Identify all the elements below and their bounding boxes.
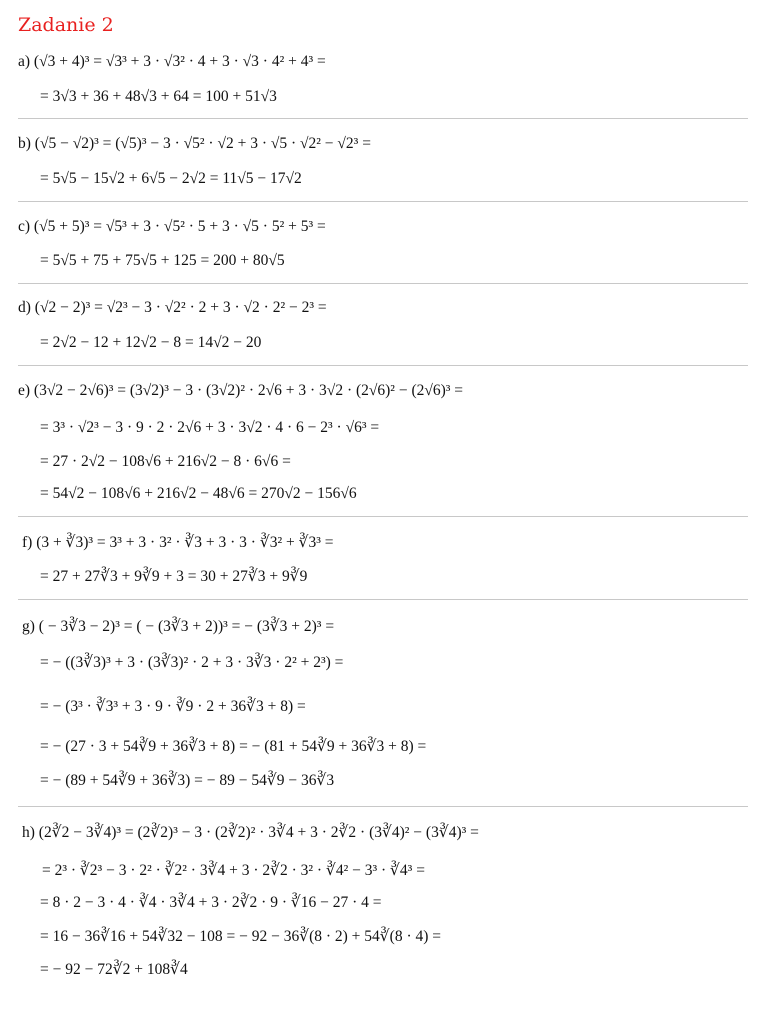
equation-d-line-2: = 2√2 − 12 + 12√2 − 8 = 14√2 − 20: [40, 334, 262, 351]
equation-g-line-1: g) ( − 3∛3 − 2)³ = ( − (3∛3 + 2))³ = − (3∛3 + 2)³ =: [22, 618, 335, 635]
equation-e-line-1: e) (3√2 − 2√6)³ = (3√2)³ − 3 · (3√2)² · 2√6 + 3 · 3√2 · (2√6)² − (2√6)³ =: [18, 382, 464, 399]
equation-h-line-4: = 16 − 36∛16 + 54∛32 − 108 = − 92 − 36∛(8 · 2) + 54∛(8 · 4) =: [40, 928, 442, 945]
separator: [18, 806, 748, 807]
equation-b-line-2: = 5√5 − 15√2 + 6√5 − 2√2 = 11√5 − 17√2: [40, 170, 302, 187]
equation-a-line-2: = 3√3 + 36 + 48√3 + 64 = 100 + 51√3: [40, 88, 277, 105]
equation-g-line-2: = − ((3∛3)³ + 3 · (3∛3)² · 2 + 3 · 3∛3 · 2² + 2³) =: [40, 654, 344, 671]
equation-c-line-2: = 5√5 + 75 + 75√5 + 125 = 200 + 80√5: [40, 252, 285, 269]
equation-g-line-3: = − (3³ · ∛3³ + 3 · 9 · ∛9 · 2 + 36∛3 + 8) =: [40, 698, 306, 715]
equation-b-line-1: b) (√5 − √2)³ = (√5)³ − 3 · √5² · √2 + 3 · √5 · √2² − √2³ =: [18, 135, 371, 152]
separator: [18, 599, 748, 600]
separator: [18, 118, 748, 119]
equation-c-line-1: c) (√5 + 5)³ = √5³ + 3 · √5² · 5 + 3 · √5 · 5² + 5³ =: [18, 218, 326, 235]
separator: [18, 365, 748, 366]
equation-g-line-5: = − (89 + 54∛9 + 36∛3) = − 89 − 54∛9 − 36∛3: [40, 772, 335, 789]
equation-f-line-1: f) (3 + ∛3)³ = 3³ + 3 · 3² · ∛3 + 3 · 3 · ∛3² + ∛3³ =: [22, 534, 334, 551]
page-title: Zadanie 2: [18, 14, 114, 36]
separator: [18, 283, 748, 284]
separator: [18, 201, 748, 202]
equation-f-line-2: = 27 + 27∛3 + 9∛9 + 3 = 30 + 27∛3 + 9∛9: [40, 568, 308, 585]
separator: [18, 516, 748, 517]
equation-h-line-1: h) (2∛2 − 3∛4)³ = (2∛2)³ − 3 · (2∛2)² · 3∛4 + 3 · 2∛2 · (3∛4)² − (3∛4)³ =: [22, 824, 479, 841]
equation-a-line-1: a) (√3 + 4)³ = √3³ + 3 · √3² · 4 + 3 · √3 · 4² + 4³ =: [18, 53, 326, 70]
equation-h-line-5: = − 92 − 72∛2 + 108∛4: [40, 961, 188, 978]
equation-e-line-3: = 27 · 2√2 − 108√6 + 216√2 − 8 · 6√6 =: [40, 453, 291, 470]
equation-e-line-2: = 3³ · √2³ − 3 · 9 · 2 · 2√6 + 3 · 3√2 · 4 · 6 − 2³ · √6³ =: [40, 419, 380, 436]
equation-h-line-3: = 8 · 2 − 3 · 4 · ∛4 · 3∛4 + 3 · 2∛2 · 9 · ∛16 − 27 · 4 =: [40, 894, 382, 911]
equation-e-line-4: = 54√2 − 108√6 + 216√2 − 48√6 = 270√2 − 156√6: [40, 485, 357, 502]
equation-h-line-2: = 2³ · ∛2³ − 3 · 2² · ∛2² · 3∛4 + 3 · 2∛2 · 3² · ∛4² − 3³ · ∛4³ =: [42, 862, 425, 879]
equation-g-line-4: = − (27 · 3 + 54∛9 + 36∛3 + 8) = − (81 + 54∛9 + 36∛3 + 8) =: [40, 738, 427, 755]
equation-d-line-1: d) (√2 − 2)³ = √2³ − 3 · √2² · 2 + 3 · √2 · 2² − 2³ =: [18, 299, 327, 316]
